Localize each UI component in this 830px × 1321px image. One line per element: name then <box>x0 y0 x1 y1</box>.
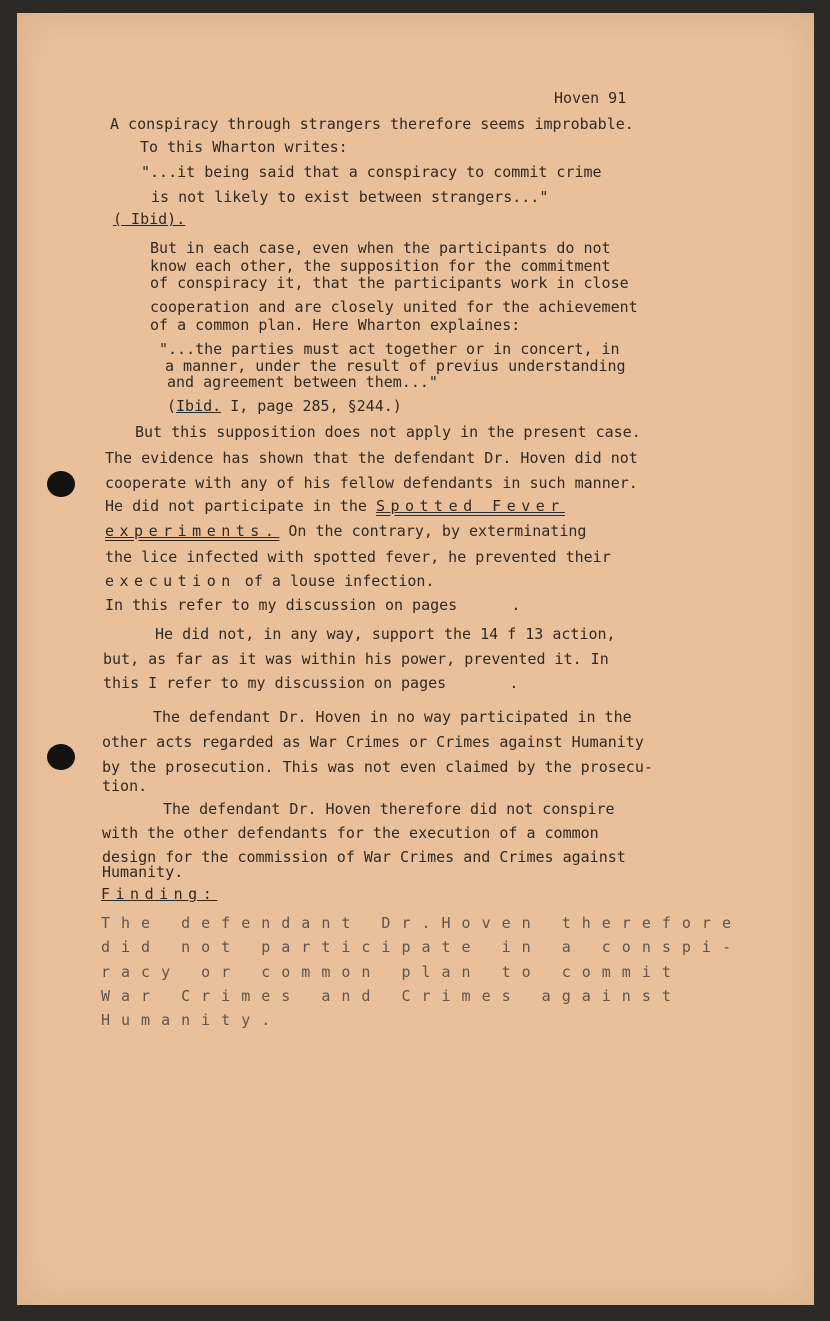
quote-line: and agreement between them..." <box>167 373 438 391</box>
body-line: But this supposition does not apply in the present case. <box>135 423 641 441</box>
body-text: of a louse infection. <box>235 572 435 590</box>
body-line <box>105 522 586 540</box>
body-line: In this refer to my discussion on pages . <box>105 596 521 614</box>
quote-line: "...the parties must act together or in concert, in <box>159 340 620 358</box>
body-line: this I refer to my discussion on pages . <box>103 674 519 692</box>
body-line: A conspiracy through strangers therefore seems improbable. <box>110 115 634 133</box>
body-line <box>105 497 565 515</box>
citation-rest: I, page 285, §244.) <box>221 397 402 415</box>
body-line <box>105 572 434 590</box>
body-line: The evidence has shown that the defendant Dr. Hoven did not <box>105 449 638 467</box>
spotted-fever-term: Spotted Fever <box>375 497 565 515</box>
punch-hole-lower <box>47 744 75 770</box>
quote-line: a manner, under the result of previus understanding <box>165 357 626 375</box>
quote-line: "...it being said that a conspiracy to commit crime <box>141 163 602 181</box>
body-text: He did not participate in the <box>105 497 376 515</box>
body-text: On the contrary, by exterminating <box>279 522 587 540</box>
execution-term: execution <box>105 572 236 590</box>
body-line: The defendant Dr. Hoven in no way participated in the <box>153 708 632 726</box>
punch-hole-upper <box>47 471 75 497</box>
citation: (Ibid. I, page 285, §244.) <box>167 397 402 415</box>
page-reference: Hoven 91 <box>554 89 627 107</box>
body-line: but, as far as it was within his power, prevented it. In <box>103 650 609 668</box>
finding-line: did not participate in a conspi- <box>101 938 742 956</box>
quote-line: is not likely to exist between strangers..." <box>151 188 549 206</box>
body-line: But in each case, even when the participants do not <box>150 239 611 257</box>
body-line: with the other defendants for the execution of a common <box>102 824 599 842</box>
finding-heading: Finding: <box>101 885 218 903</box>
body-line: know each other, the supposition for the commitment <box>150 257 611 275</box>
body-line: cooperate with any of his fellow defendants in such manner. <box>105 474 638 492</box>
body-line: design for the commission of War Crimes and Crimes against <box>102 848 626 866</box>
body-line: Humanity. <box>102 863 184 881</box>
finding-line: Humanity. <box>101 1011 282 1029</box>
finding-line: racy or common plan to commit <box>101 963 682 981</box>
body-line: To this Wharton writes: <box>140 138 348 156</box>
body-line: by the prosecution. This was not even claimed by the prosecu- <box>102 758 653 776</box>
body-line: cooperation and are closely united for the achievement <box>150 298 638 316</box>
citation-ibid: Ibid. <box>176 397 222 415</box>
document-page <box>17 13 814 1305</box>
body-line: The defendant Dr. Hoven therefore did not conspire <box>163 800 615 818</box>
body-line: the lice infected with spotted fever, he prevented their <box>105 548 611 566</box>
body-line: other acts regarded as War Crimes or Crimes against Humanity <box>102 733 644 751</box>
experiments-term: experiments. <box>105 522 280 540</box>
body-line: He did not, in any way, support the 14 f 13 action, <box>155 625 616 643</box>
finding-line: The defendant Dr.Hoven therefore <box>101 914 742 932</box>
body-line: of conspiracy it, that the participants work in close <box>150 274 629 292</box>
citation: ( Ibid). <box>113 210 186 228</box>
body-line: of a common plan. Here Wharton explaines: <box>150 316 521 334</box>
body-line: tion. <box>102 777 148 795</box>
finding-line: War Crimes and Crimes against <box>101 987 682 1005</box>
